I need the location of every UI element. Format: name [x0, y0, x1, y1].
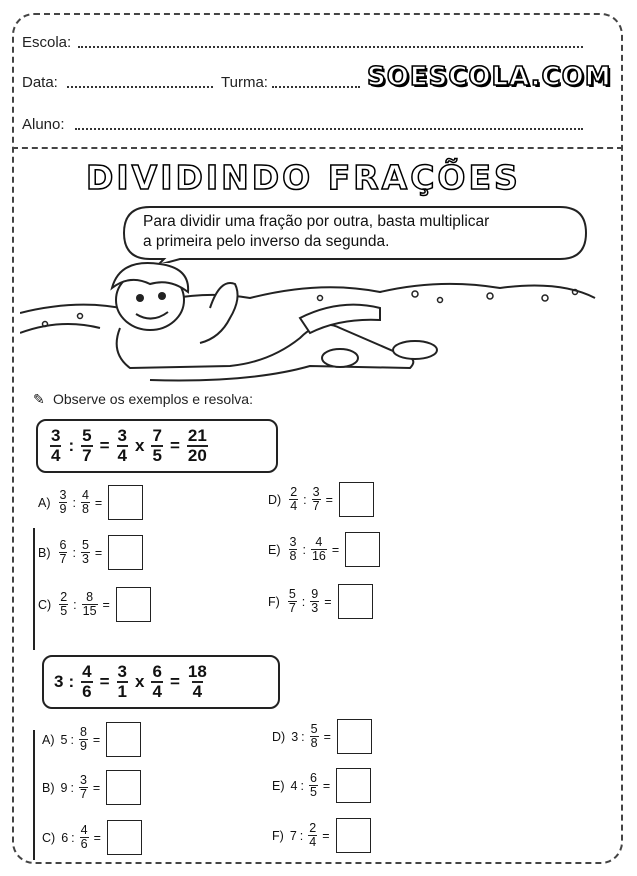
turma-field[interactable] [272, 86, 360, 88]
section-1-line [33, 528, 35, 650]
fraction: $\frac{21}{20}$ [187, 426, 207, 465]
problem-s2-d: D) 3 : $\frac{5}{8}$ = [272, 719, 372, 754]
problem-s2-a: A) 5 : $\frac{8}{9}$ = [42, 722, 141, 757]
problem-s1-b: B) $\frac{6}{7}$ : $\frac{5}{3}$ = [38, 535, 143, 570]
answer-box[interactable] [116, 587, 151, 622]
answer-box[interactable] [108, 485, 143, 520]
fraction: $\frac{5}{7}$ [82, 426, 92, 465]
answer-box[interactable] [337, 719, 372, 754]
fraction: $\frac{3}{4}$ [117, 426, 128, 465]
answer-box[interactable] [339, 482, 374, 517]
problem-s2-b: B) 9 : $\frac{3}{7}$ = [42, 770, 141, 805]
speech-line-1: Para dividir uma fração por outra, basta multiplicar [143, 213, 490, 230]
aluno-field[interactable] [75, 128, 583, 130]
fraction: $\frac{7}{5}$ [152, 426, 162, 465]
answer-box[interactable] [106, 770, 141, 805]
problem-s1-e: E) $\frac{3}{8}$ : $\frac{4}{16}$ = [268, 532, 380, 567]
fraction: $\frac{3}{4}$ [51, 426, 61, 465]
fraction: $\frac{3}{1}$ [117, 662, 128, 701]
fraction: $\frac{6}{4}$ [152, 662, 162, 701]
fraction: $\frac{4}{6}$ [82, 662, 92, 701]
example-2: 3 : $\frac{4}{6}$ = $\frac{3}{1}$ x $\frac{6}{4}$ = $\frac{18}{4}$ [42, 655, 280, 709]
problem-s1-f: F) $\frac{5}{7}$ : $\frac{9}{3}$ = [268, 584, 373, 619]
example-1: $\frac{3}{4}$ : $\frac{5}{7}$ = $\frac{3}{4}$ x $\frac{7}{5}$ = $\frac{21}{20}$ [36, 419, 278, 473]
section-2-line [33, 730, 35, 860]
speech-line-2: a primeira pelo inverso da segunda. [143, 233, 390, 250]
turma-label: Turma: [221, 74, 268, 91]
header-separator [12, 147, 623, 149]
soescola-logo: SOESCOLA.COM [367, 62, 612, 92]
problem-s2-f: F) 7 : $\frac{2}{4}$ = [272, 818, 371, 853]
boy-lying-illustration [20, 258, 600, 388]
answer-box[interactable] [345, 532, 380, 567]
answer-box[interactable] [336, 768, 371, 803]
answer-box[interactable] [106, 722, 141, 757]
problem-s2-e: E) 4 : $\frac{6}{5}$ = [272, 768, 371, 803]
instruction-text: Observe os exemplos e resolva: [53, 391, 253, 407]
answer-box[interactable] [336, 818, 371, 853]
worksheet-title: DIVIDINDO FRAÇÕES [86, 158, 521, 197]
answer-box[interactable] [338, 584, 373, 619]
answer-box[interactable] [107, 820, 142, 855]
fraction: $\frac{18}{4}$ [187, 662, 207, 701]
escola-field[interactable] [78, 46, 583, 48]
data-field[interactable] [67, 86, 213, 88]
escola-label: Escola: [22, 34, 72, 51]
data-label: Data: [22, 74, 58, 91]
speech-text [143, 212, 583, 252]
problem-s1-d: D) $\frac{2}{4}$ : $\frac{3}{7}$ = [268, 482, 374, 517]
problem-s2-c: C) 6 : $\frac{4}{6}$ = [42, 820, 142, 855]
problem-s1-c: C) $\frac{2}{5}$ : $\frac{8}{15}$ = [38, 587, 151, 622]
aluno-label: Aluno: [22, 116, 65, 133]
answer-box[interactable] [108, 535, 143, 570]
pencil-icon: ✎ [33, 391, 45, 407]
problem-s1-a: A) $\frac{3}{9}$ : $\frac{4}{8}$ = [38, 485, 143, 520]
